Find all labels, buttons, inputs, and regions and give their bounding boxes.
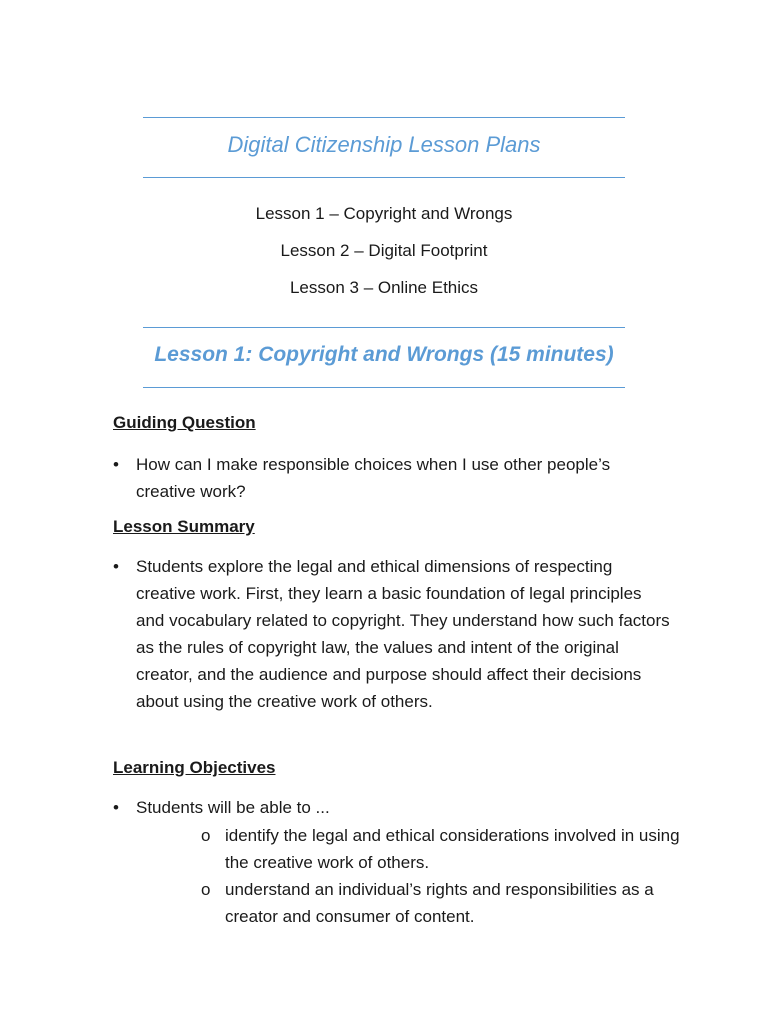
lesson-rule-bottom (143, 387, 625, 388)
sub-bullet-icon: o (201, 880, 211, 899)
title-rule-top (143, 117, 625, 118)
bullet-icon: • (113, 798, 119, 817)
learning-objectives-heading: Learning Objectives (113, 758, 276, 777)
objective-item-1-text: identify the legal and ethical considerations involved in using the creative work of others. (225, 826, 680, 872)
objective-item-2-text: understand an individual’s rights and responsibilities as a creator and consumer of content. (225, 880, 654, 926)
learning-objectives-bullet (113, 794, 673, 821)
sub-bullet-icon: o (201, 826, 211, 845)
objective-item-2 (201, 876, 681, 930)
guiding-question-heading: Guiding Question (113, 413, 256, 432)
toc-item-lesson-2: Lesson 2 – Digital Footprint (280, 241, 488, 260)
lesson-summary-text: Students explore the legal and ethical dimensions of respecting creative work. First, they learn a basic foundation of legal principles and vocabulary related to copyright. They understand how such factors as the rules of copyright law, the values and intent of the original creator, and the audience and purpose should affect their decisions about using the creative work of others. (136, 557, 670, 711)
bullet-icon: • (113, 557, 119, 576)
document-title: Digital Citizenship Lesson Plans (227, 132, 541, 157)
guiding-question-bullet (113, 451, 673, 505)
objective-item-1 (201, 822, 681, 876)
toc-item-lesson-3: Lesson 3 – Online Ethics (289, 278, 479, 297)
guiding-question-text: How can I make responsible choices when I use other people’s creative work? (136, 455, 611, 501)
toc-item-lesson-1: Lesson 1 – Copyright and Wrongs (255, 204, 513, 223)
learning-objectives-text: Students will be able to ... (136, 798, 330, 817)
lesson-rule-top (143, 327, 625, 328)
bullet-icon: • (113, 455, 119, 474)
lesson-summary-bullet (113, 553, 673, 715)
lesson-title: Lesson 1: Copyright and Wrongs (15 minutes) (154, 343, 614, 366)
title-rule-bottom (143, 177, 625, 178)
lesson-summary-heading: Lesson Summary (113, 517, 255, 536)
